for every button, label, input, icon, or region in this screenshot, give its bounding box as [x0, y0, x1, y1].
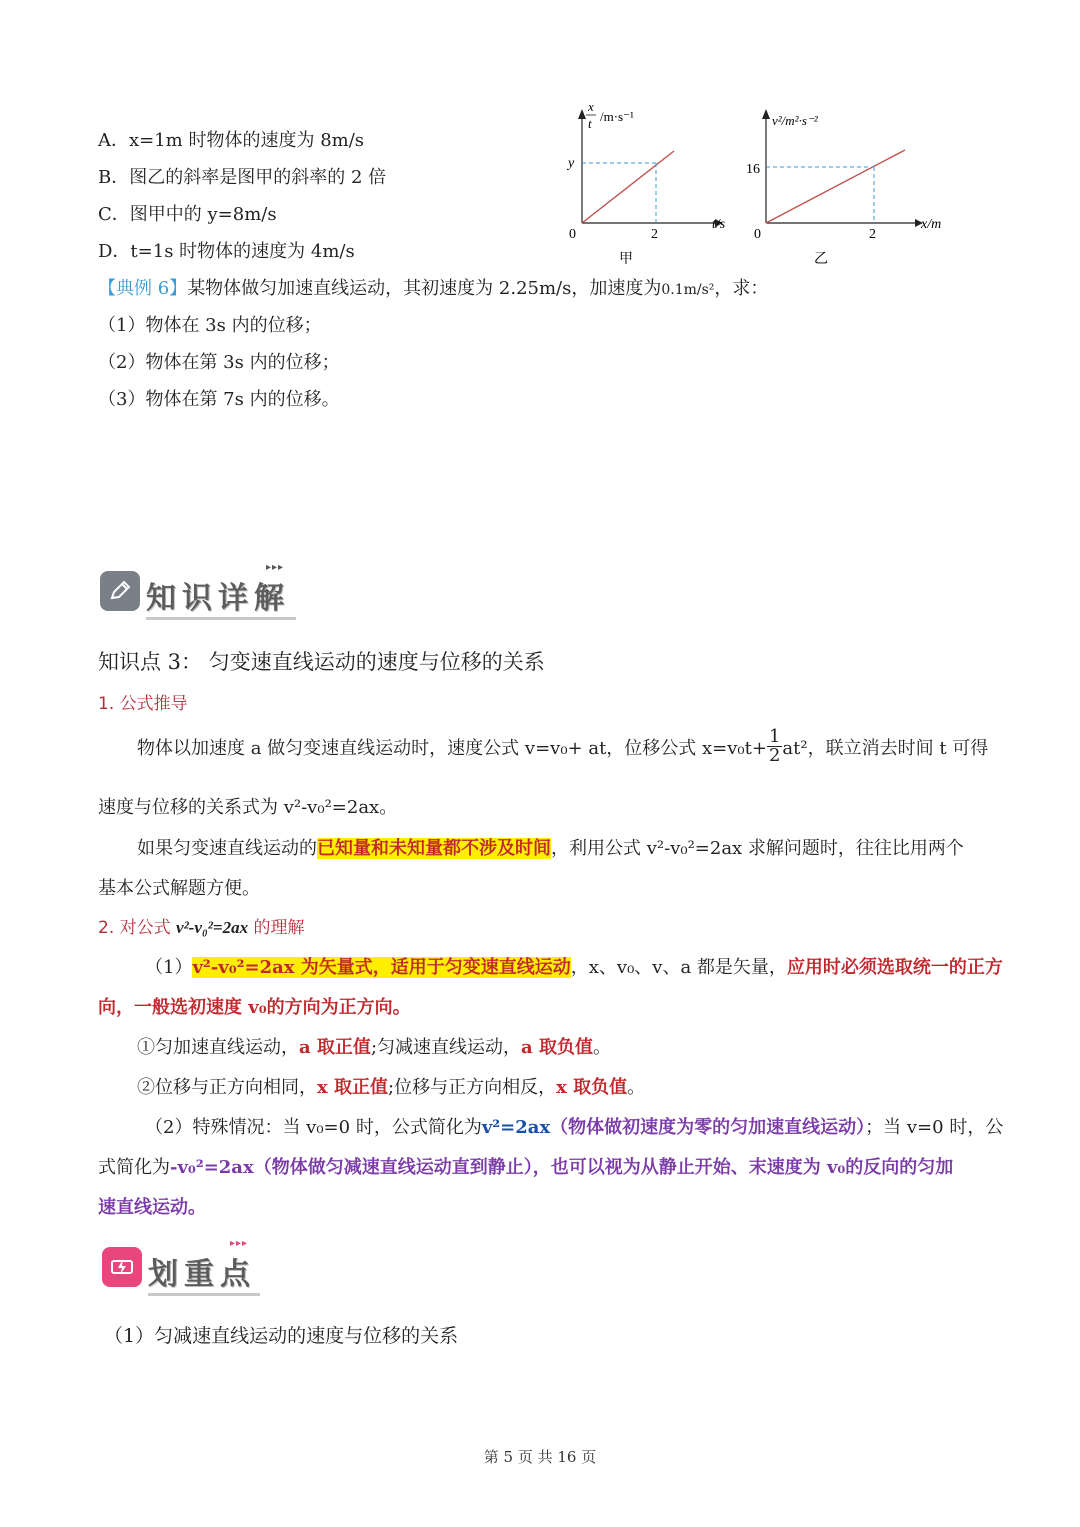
kp3-p7-purple: （物体做匀减速直线运动直到静止），也可以视为从静止开始、末速度为 v₀的反向的匀加 [253, 1157, 954, 1178]
kp3-p4-r1: a 取正值 [299, 1037, 371, 1058]
kp3-p4c: 。 [592, 1037, 611, 1058]
example6-stem [98, 274, 768, 300]
graph-jia-yunit: /m·s⁻¹ [600, 109, 634, 124]
pencil-icon [100, 571, 140, 611]
kp3-p7a: 式简化为 [98, 1157, 170, 1178]
section-keypoint-arrows: ▸▸▸ [230, 1238, 249, 1249]
graph-yi-caption: 乙 [814, 251, 828, 267]
kp3-p5a: ②位移与正方向相同， [137, 1077, 317, 1098]
kp3-p3-red2: 向，一般选初速度 v₀的方向为正方向。 [98, 997, 411, 1018]
kp3-p7-formula: -v₀²=2ax [170, 1157, 254, 1178]
kp3-p7 [98, 1153, 953, 1179]
section-knowledge-arrows: ▸▸▸ [266, 562, 285, 573]
kp3-h1: 1. 公式推导 [98, 694, 188, 714]
kp3-p2b: ，利用公式 v²-v₀²=2ax 求解问题时，往往比用两个 [551, 838, 964, 859]
kp3-title: 知识点 3： 匀变速直线运动的速度与位移的关系 [98, 650, 545, 674]
page-footer: 第 5 页 共 16 页 [483, 1448, 597, 1466]
kp3-p2c: 基本公式解题方便。 [98, 878, 260, 899]
example6-tail: ，求： [714, 278, 769, 299]
kp3-p4-r2: a 取负值 [521, 1037, 593, 1058]
graph-jia-caption: 甲 [619, 251, 633, 267]
option-c: C．图甲中的 y=8m/s [98, 204, 277, 225]
kp3-p2 [137, 834, 964, 860]
graph-jia-ylabel-top: x [588, 99, 594, 114]
section-knowledge-header [100, 562, 296, 620]
kp3-p6-purple: （物体做初速度为零的匀加速直线运动） [550, 1117, 866, 1138]
graph-yi-xlabel: x/m [921, 217, 942, 232]
kp3-p4b: ;匀减速直线运动， [370, 1037, 522, 1058]
graph-yi-line [766, 150, 905, 223]
graph-yi-ylabel: v²/m²·s⁻² [772, 113, 818, 128]
example6-accel: 0.1m/s² [661, 282, 715, 298]
kp3-p5 [137, 1073, 645, 1099]
graph-jia-xlabel: t/s [712, 217, 726, 232]
kp3-h2 [98, 913, 305, 938]
section-knowledge-title: 知识详解 [146, 581, 290, 616]
kp3-p1a: 物体以加速度 a 做匀变速直线运动时，速度公式 v=v₀+ at，位移公式 x=v₀t+ [137, 737, 767, 759]
graph-jia-ylabel-bottom: t [588, 116, 592, 131]
example6-q3: （3）物体在第 7s 内的位移。 [98, 389, 340, 410]
graph-jia-x-tick: 2 [651, 227, 658, 242]
example6-text: 某物体做匀加速直线运动，其初速度为 2.25m/s，加速度为 [187, 278, 662, 299]
example6-q2: （2）物体在第 3s 内的位移； [98, 352, 340, 373]
kp3-p6a: （2）特殊情况：当 v₀=0 时，公式简化为 [145, 1117, 482, 1138]
kp3-p3-highlight: v²-v₀²=2ax 为矢量式，适用于匀变速直线运动 [192, 957, 571, 978]
example6-tag: 【典例 6】 [98, 278, 188, 299]
option-a: A．x=1m 时物体的速度为 8m/s [98, 130, 365, 151]
kp3-p1 [137, 728, 988, 765]
graph-jia-line [582, 151, 674, 223]
kp3-h2b: 的理解 [253, 918, 305, 938]
example6-q1: （1）物体在 3s 内的位移； [98, 315, 322, 336]
graph-yi-origin: 0 [754, 227, 761, 242]
kp3-p5-r2: x 取负值 [556, 1077, 628, 1098]
frac-denominator: 2 [768, 745, 781, 766]
option-d: D．t=1s 时物体的速度为 4m/s [98, 241, 355, 262]
fraction-half [767, 728, 782, 765]
kp3-p2-highlight: 已知量和未知量都不涉及时间 [317, 838, 551, 859]
kp3-p4 [137, 1033, 611, 1059]
section-keypoint-title: 划重点 [148, 1257, 256, 1292]
kp3-h2-formula: v²-v₀²=2ax [176, 918, 249, 937]
frac-numerator: 1 [768, 726, 781, 747]
kp3-p1b: at²，联立消去时间 t 可得 [782, 737, 989, 759]
kp3-p6 [145, 1113, 1003, 1139]
kp3-p5c: 。 [627, 1077, 646, 1098]
graph-yi-x-tick: 2 [869, 227, 876, 242]
graph-jia-origin: 0 [569, 227, 576, 242]
kp3-p4a: ①匀加速直线运动， [137, 1037, 299, 1058]
kp3-p2a: 如果匀变速直线运动的 [137, 838, 317, 859]
section-keypoint-header [102, 1238, 260, 1296]
kp3-h2a: 2. 对公式 [98, 918, 171, 938]
graph-jia-y-tick: y [568, 156, 575, 171]
kp3-p5-r1: x 取正值 [317, 1077, 388, 1098]
kp3-p5b: ;位移与正方向相反， [388, 1077, 557, 1098]
lightning-icon [102, 1247, 142, 1287]
kp3-p3a: （1） [145, 957, 193, 978]
kp3-p3 [145, 953, 1003, 979]
graph-yi [740, 95, 960, 270]
keypoint-1: （1）匀减速直线运动的速度与位移的关系 [104, 1325, 459, 1347]
kp3-p3-red: 应用时必须选取统一的正方 [786, 957, 1003, 978]
graph-jia [550, 95, 750, 270]
kp3-p6b: ；当 v=0 时，公 [865, 1117, 1004, 1138]
kp3-p6-formula: v²=2ax [481, 1117, 551, 1138]
kp3-p8: 速直线运动。 [98, 1197, 206, 1218]
kp3-p3b: ，x、v₀、v、a 都是矢量， [570, 957, 787, 978]
kp3-p1c: 速度与位移的关系式为 v²-v₀²=2ax。 [98, 797, 398, 818]
graph-yi-y-tick: 16 [746, 162, 760, 177]
option-b: B．图乙的斜率是图甲的斜率的 2 倍 [98, 167, 387, 188]
